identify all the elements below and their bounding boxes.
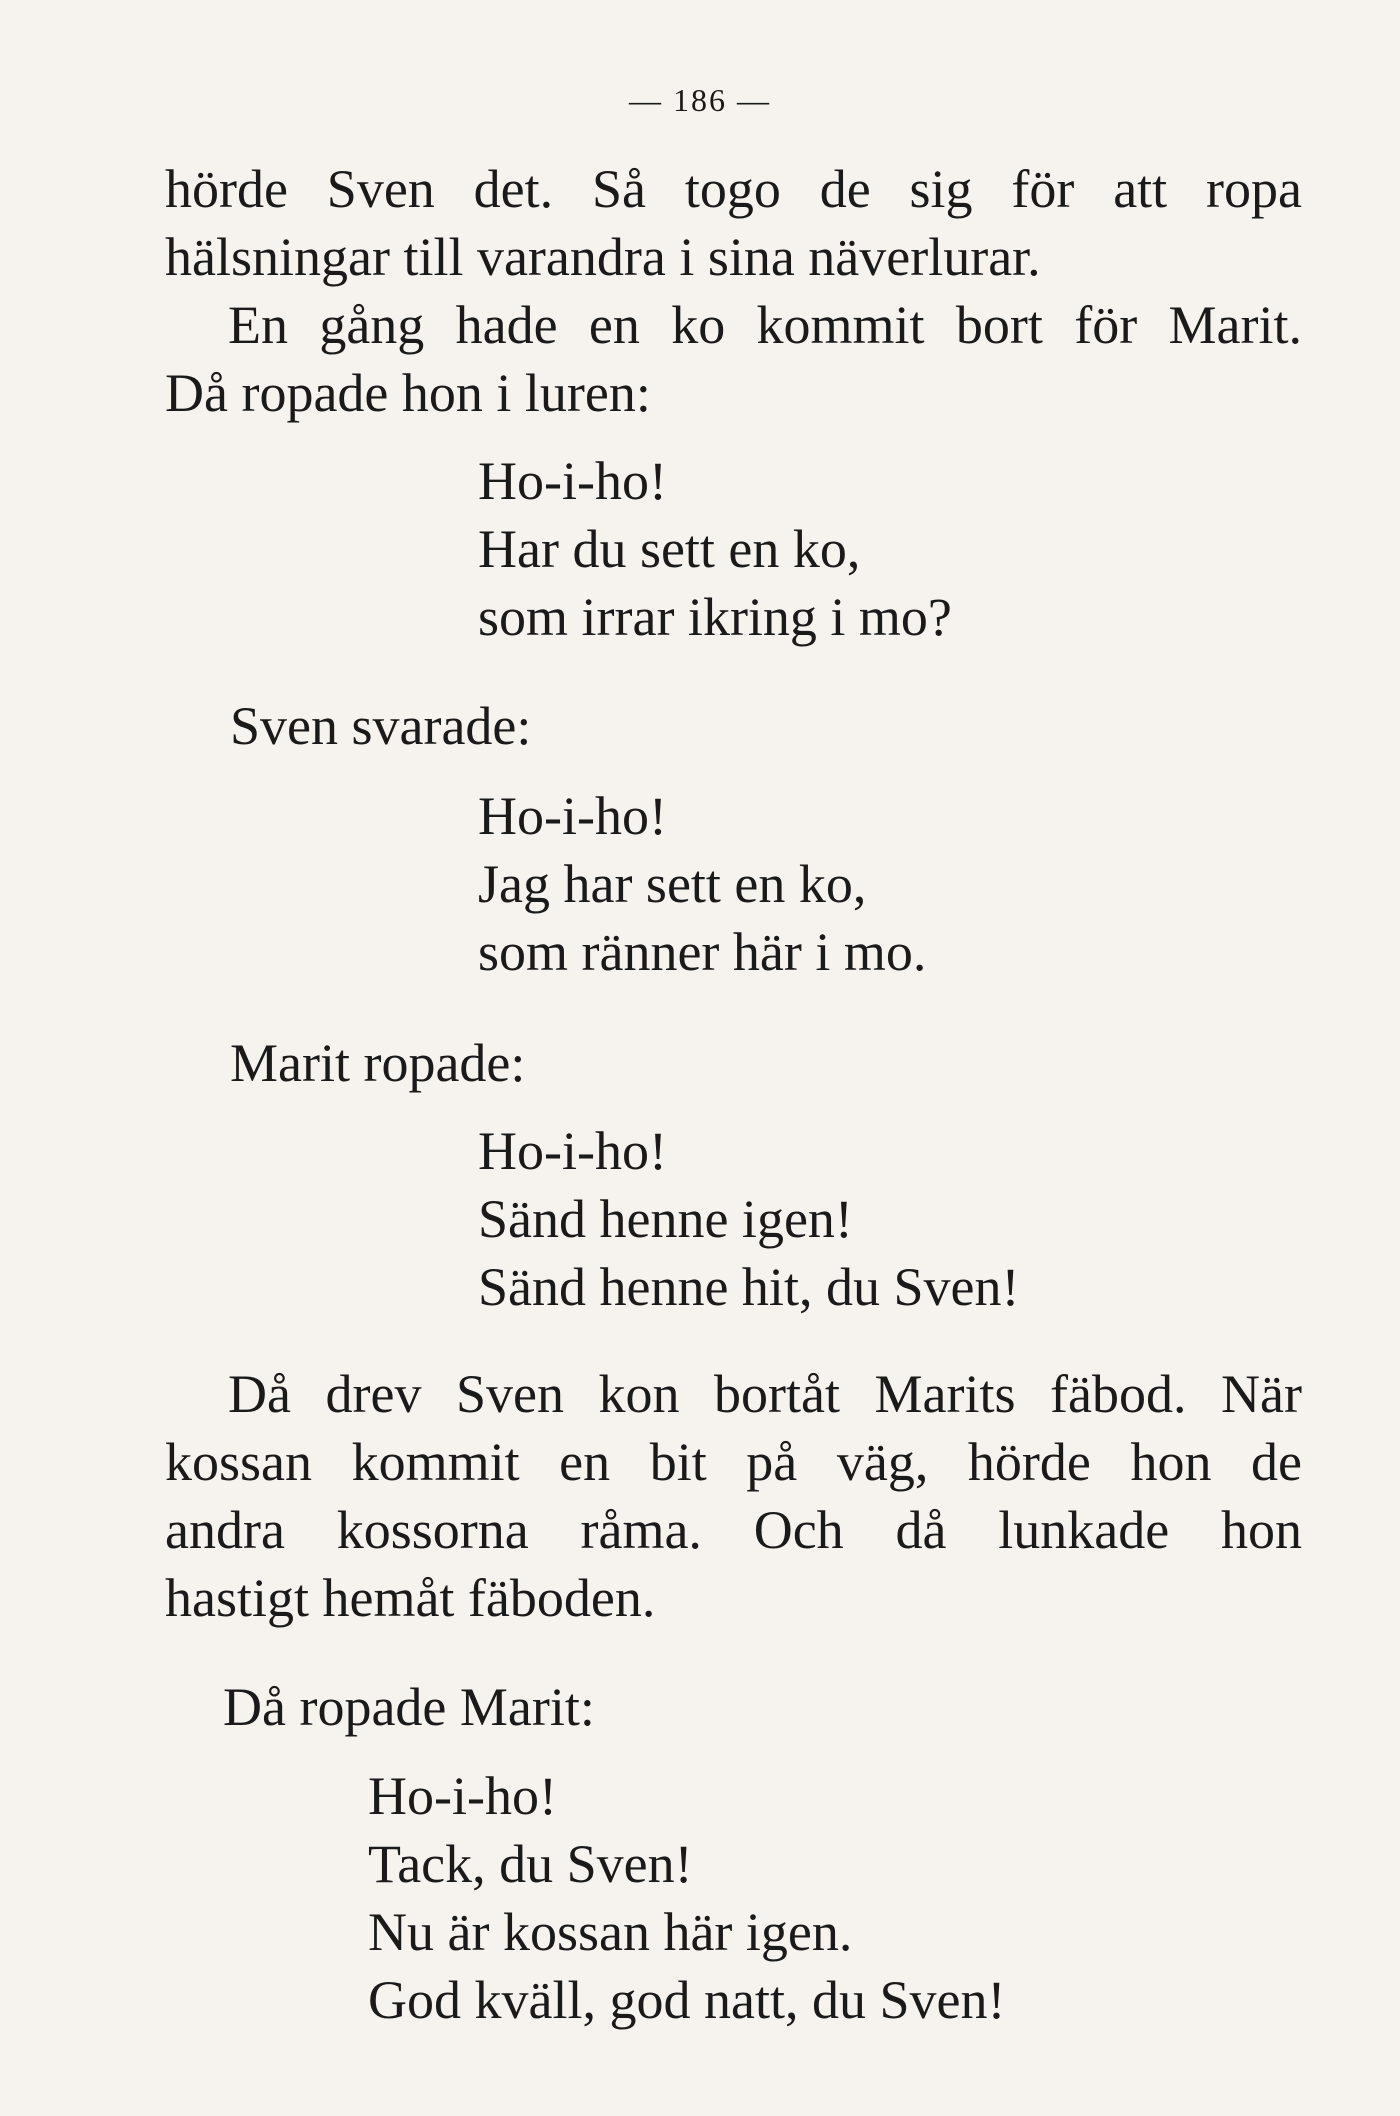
paragraph-line: kossan kommit en bit på väg, hörde hon de <box>165 1432 1302 1492</box>
verse-line: Ho-i-ho! <box>478 451 667 511</box>
page-number: — 186 — <box>629 82 771 118</box>
paragraph-line: hälsningar till varandra i sina näverlurar. <box>165 227 1041 287</box>
verse-line: Sänd henne hit, du Sven! <box>478 1257 1020 1317</box>
verse-line: God kväll, god natt, du Sven! <box>368 1970 1006 2030</box>
verse-line: Tack, du Sven! <box>368 1834 693 1894</box>
speaker-line: Marit ropade: <box>230 1033 526 1093</box>
verse-line: som irrar ikring i mo? <box>478 587 952 647</box>
verse-line: Jag har sett en ko, <box>478 854 867 914</box>
verse-line: Nu är kossan här igen. <box>368 1902 853 1962</box>
verse-line: Har du sett en ko, <box>478 519 861 579</box>
verse-line: Ho-i-ho! <box>478 786 667 846</box>
paragraph-line: En gång hade en ko kommit bort för Marit. <box>228 295 1302 355</box>
speaker-line: Sven svarade: <box>230 696 532 756</box>
paragraph-line: Då drev Sven kon bortåt Marits fäbod. När <box>228 1364 1302 1424</box>
paragraph-line: hastigt hemåt fäboden. <box>165 1568 656 1628</box>
paragraph-line: hörde Sven det. Så togo de sig för att ropa <box>165 159 1302 219</box>
speaker-line: Då ropade Marit: <box>223 1677 595 1737</box>
verse-line: Sänd henne igen! <box>478 1189 853 1249</box>
paragraph-line: andra kossorna råma. Och då lunkade hon <box>165 1500 1302 1560</box>
verse-line: som ränner här i mo. <box>478 922 927 982</box>
verse-line: Ho-i-ho! <box>368 1766 557 1826</box>
paragraph-line: Då ropade hon i luren: <box>165 363 651 423</box>
verse-line: Ho-i-ho! <box>478 1121 667 1181</box>
